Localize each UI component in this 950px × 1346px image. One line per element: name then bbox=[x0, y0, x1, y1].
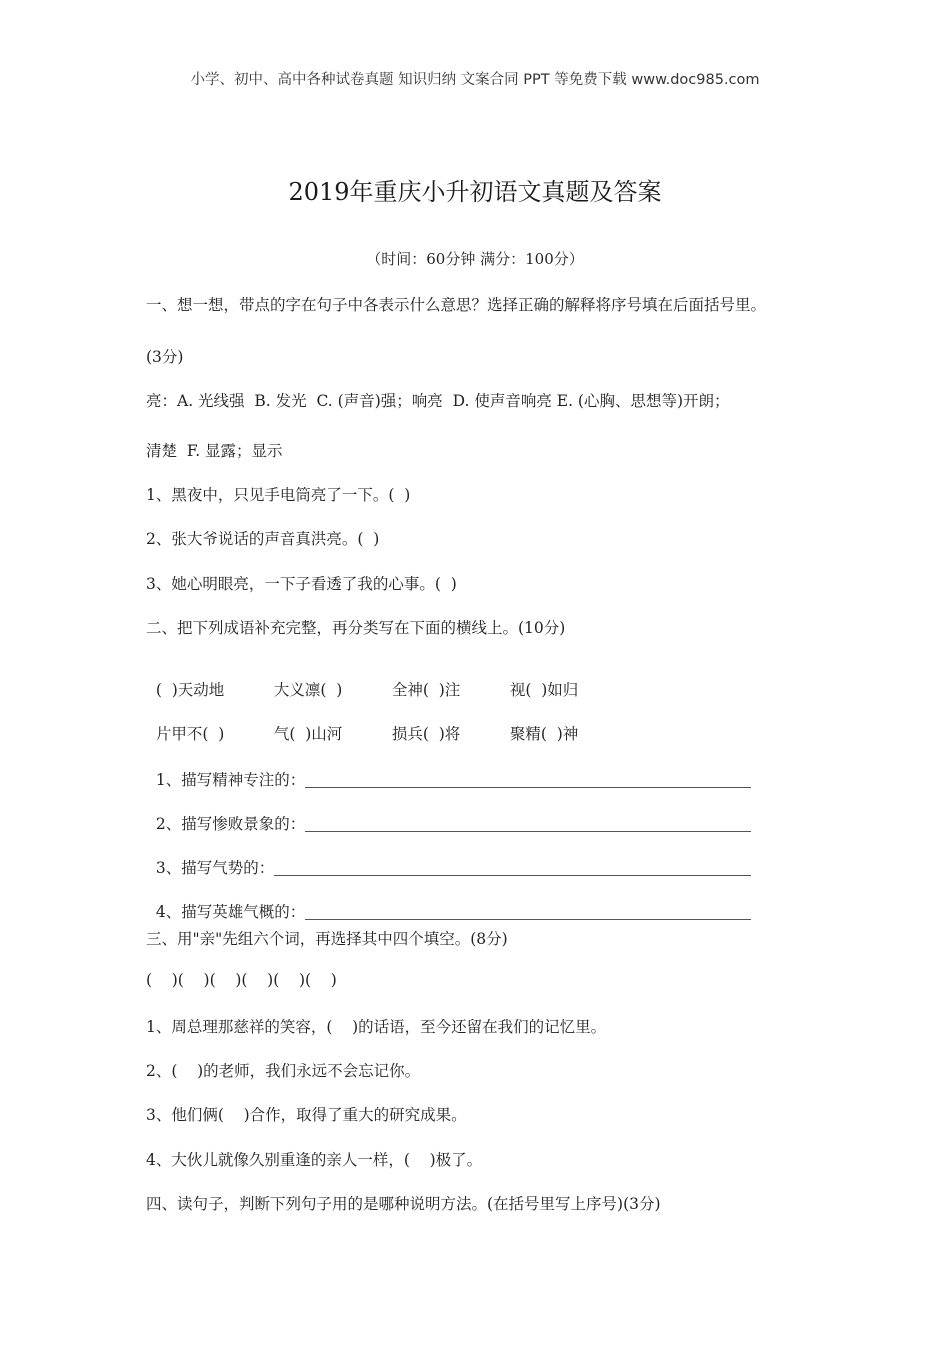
section1-options-line2: 清楚 F. 显露；显示 bbox=[146, 442, 283, 460]
section3-question-2: 2、( )的老师，我们永远不会忘记你。 bbox=[146, 1062, 421, 1080]
section1-heading: 一、想一想，带点的字在句子中各表示什么意思？选择正确的解释将序号填在后面括号里。 bbox=[146, 296, 767, 314]
answer-line[interactable] bbox=[305, 773, 751, 788]
page-header-banner: 小学、初中、高中各种试卷真题 知识归纳 文案合同 PPT 等免费下载 www.doc985.com bbox=[190, 72, 760, 88]
section1-score: (3分) bbox=[146, 348, 184, 366]
answer-line[interactable] bbox=[305, 817, 751, 832]
category-label: 2、描写惨败景象的： bbox=[155, 815, 306, 833]
section3-question-1: 1、周总理那慈祥的笑容，( )的话语，至今还留在我们的记忆里。 bbox=[146, 1018, 607, 1036]
answer-line[interactable] bbox=[274, 861, 751, 876]
section2-category-2 bbox=[146, 794, 751, 834]
section1-question-3: 3、她心明眼亮，一下子看透了我的心事。( ) bbox=[146, 575, 457, 593]
section3-question-3: 3、他们俩( )合作，取得了重大的研究成果。 bbox=[146, 1106, 467, 1124]
idiom-row-2 bbox=[146, 704, 578, 744]
section3-question-4: 4、大伙儿就像久别重逢的亲人一样，( )极了。 bbox=[146, 1151, 483, 1169]
idiom-row-1 bbox=[146, 660, 578, 700]
idiom-item: 气( )山河 bbox=[273, 725, 343, 743]
section2-category-3 bbox=[146, 838, 751, 878]
idiom-item: 视( )如归 bbox=[509, 681, 579, 699]
category-label: 3、描写气势的： bbox=[155, 859, 275, 877]
answer-line[interactable] bbox=[305, 905, 751, 920]
category-label: 1、描写精神专注的： bbox=[155, 771, 306, 789]
idiom-item: 片甲不( ) bbox=[155, 725, 225, 743]
section2-category-4 bbox=[146, 882, 751, 922]
exam-time-score: （时间：60分钟 满分：100分） bbox=[366, 250, 584, 268]
section2-heading: 二、把下列成语补充完整，再分类写在下面的横线上。(10分) bbox=[146, 619, 566, 637]
idiom-item: 大义凛( ) bbox=[273, 681, 343, 699]
category-label: 4、描写英雄气概的： bbox=[155, 903, 306, 921]
document-title: 2019年重庆小升初语文真题及答案 bbox=[288, 178, 662, 206]
section1-question-2: 2、张大爷说话的声音真洪亮。( ) bbox=[146, 530, 380, 548]
section1-question-1: 1、黑夜中，只见手电筒亮了一下。( ) bbox=[146, 486, 411, 504]
idiom-item: 损兵( )将 bbox=[391, 725, 461, 743]
section4-heading: 四、读句子，判断下列句子用的是哪种说明方法。(在括号里写上序号)(3分) bbox=[146, 1195, 661, 1213]
idiom-item: 全神( )注 bbox=[391, 681, 461, 699]
section3-heading: 三、用"亲"先组六个词，再选择其中四个填空。(8分) bbox=[146, 930, 508, 948]
section3-word-blanks: ( )( )( )( )( )( ) bbox=[146, 971, 337, 989]
idiom-item: 聚精( )神 bbox=[509, 725, 579, 743]
idiom-item: ( )天动地 bbox=[155, 681, 225, 699]
section2-category-1 bbox=[146, 750, 751, 790]
section1-options-line1: 亮：A. 光线强 B. 发光 C. (声音)强；响亮 D. 使声音响亮 E. (心胸、思想等)开朗； bbox=[146, 392, 730, 410]
